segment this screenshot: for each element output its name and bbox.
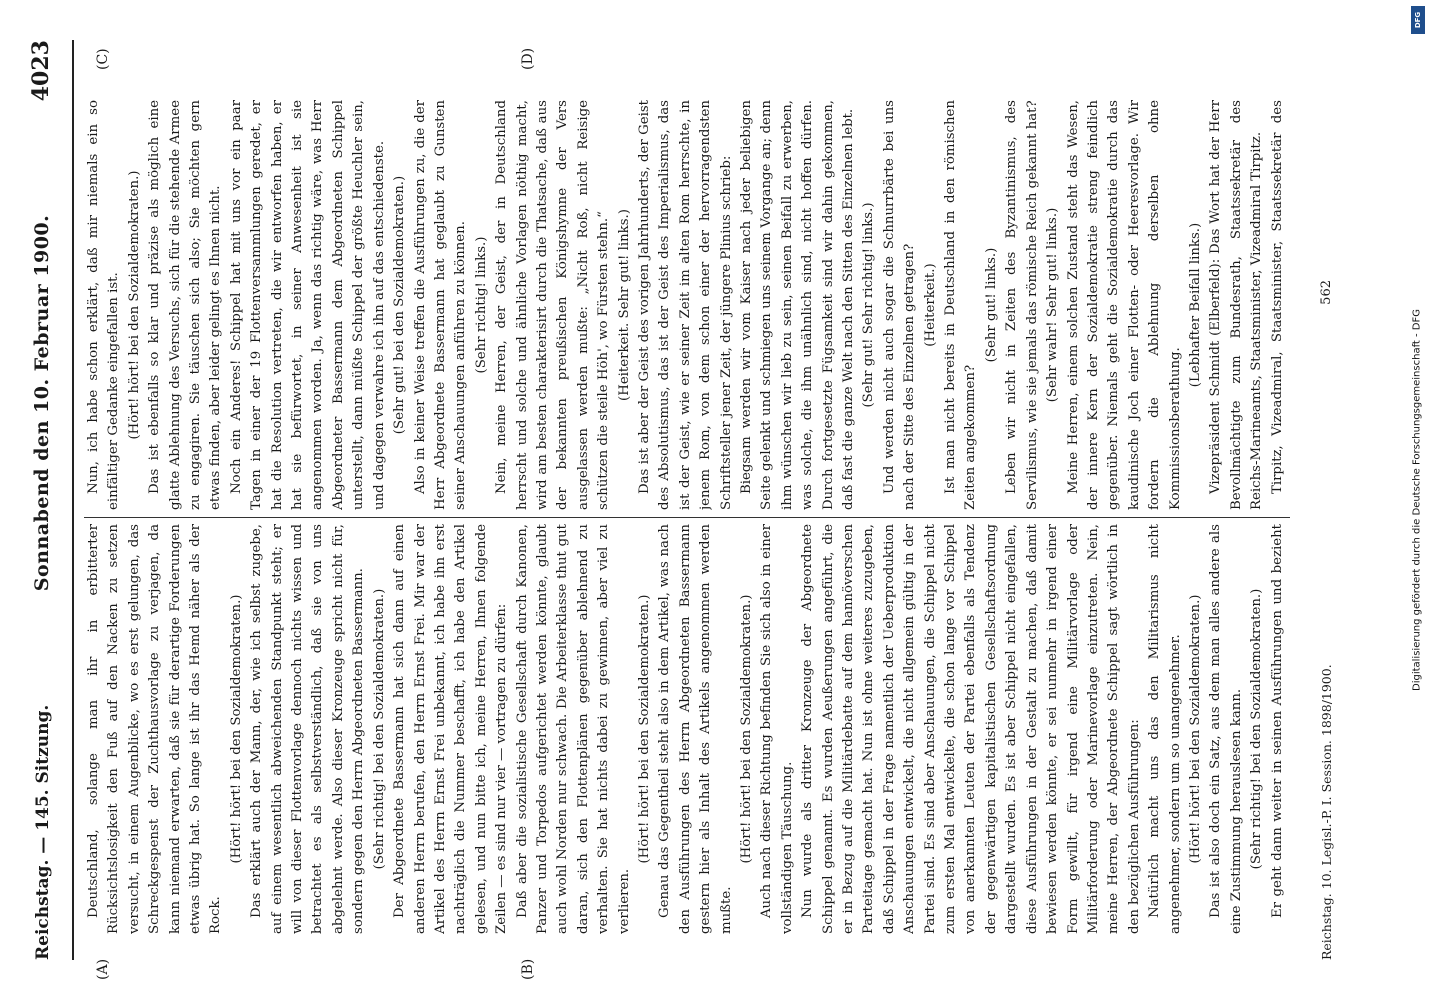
paragraph: Also in keiner Weise treffen die Ausführungen zu, die der Herr Abgeordnete Bassermann hat geglaubt zu Gunsten seiner Anschauungen anführen zu können. (412, 100, 469, 510)
paragraph: (Hört! hört! bei den Sozialdemokraten.) (739, 594, 754, 864)
paragraph: Vizepräsident Schmidt (Elberfeld): Das Wort hat der Herr Bevollmächtigte zum Bundesrath, Staatssekretär des Reichs-Marineamts, Staatsminister, Vizeadmiral Tirpitz. (1208, 100, 1265, 510)
dfg-logo: DFG (1411, 6, 1425, 34)
marker-a: (A) (95, 958, 111, 980)
paragraph: Biegsam werden wir vom Kaiser nach jeder beliebigen Seite gelenkt und schmiegen uns seinem Vorgange an; denn ihm wünschen wir lieb zu sein, seinen Beifall zu erwerben, was solche, die ihm unähnlich sind, nicht hoffen dürfen. Durch fortgesetzte Fügsamkeit sind wir dahin gekommen, daß fast die ganze Welt nach den Sitten des Einzelnen lebt. (739, 100, 857, 510)
page-header (28, 40, 68, 960)
paragraph: Ist man nicht bereits in Deutschland in den römischen Zeiten angekommen? (943, 100, 979, 510)
paragraph: (Heiterkeit.) (922, 263, 938, 347)
paragraph: (Sehr gut! links.) (983, 247, 999, 363)
paragraph: Nein, meine Herren, der Geist, der in Deutschland herrscht und solche und ähnliche Vorlagen nöthig macht, wird am besten charakterisirt durch die Thatsache, daß aus der bekannten preußischen Königshymne der Vers ausgelassen werden mußte: „Nicht Roß, nicht Reisige schützen die steile Höh', wo Fürsten stehn.“ (494, 100, 612, 510)
paragraph: Genau das Gegentheil steht also in dem Artikel, was nach den Ausführungen des Herrn Abgeordneten Bassermann gestern hier als Inhalt des Artikels angenommen werden mußte. (657, 524, 734, 934)
paragraph: Nun wurde als dritter Kronzeuge der Abgeordnete Schippel genannt. Es wurden Aeußerungen angeführt, die er in Bezug auf die Militärdebatte auf dem hannöverschen Parteitage gemacht hat. Nun ist ohne weiteres zuzugeben, daß Schippel in der Frage namentlich der Ueberproduktion Anschauungen entwickelt, die nicht allgemein gültig in der Partei sind. Es sind aber Anschauungen, die Schippel nicht zum ersten Mal entwickelte, die schon lange vor Schippel von anerkannten Leuten der Partei ebenfalls als Tendenz der gegenwärtigen kapitalistischen Gesellschaftsordnung dargestellt wurden. Es ist aber Schippel nicht eingefallen, diese Ausführungen in der Gestalt zu machen, daß damit bewiesen werden könnte, er sei nunmehr in irgend einer Form gewillt, für irgend eine Militärvorlage oder Militärforderung oder Marinevorlage einzutreten. Nein, meine Herren, der Abgeordnete Schippel sagt wörtlich in den bezüglichen Ausführungen: (800, 524, 1142, 934)
header-date: Sonnabend den 10. Februar 1900. (31, 214, 53, 592)
paragraph: Nun, ich habe schon erklärt, daß mir niemals ein so einfältiger Gedanke eingefallen ist. (86, 100, 122, 510)
paragraph: Meine Herren, einem solchen Zustand steht das Wesen, der innere Kern der Sozialdemokratie streng feindlich gegenüber. Niemals geht die Sozialdemokratie durch das kaudinische Joch einer Flotten- oder Heeresvorlage. Wir fordern die Ablehnung derselben ohne Kommissionsberathung. (1065, 100, 1183, 510)
paragraph: Das erklärt auch der Mann, der, wie ich selbst zugebe, auf einem wesentlich abweichenden Standpunkt steht; er will von dieser Flottenvorlage dennoch nichts wissen und betrachtet es als selbstverständlich, daß sie von uns abgelehnt werde. Also dieser Kronzeuge spricht nicht für, sondern gegen den Herrn Abgeordneten Bassermann. (249, 524, 367, 934)
paragraph: Daß aber die sozialistische Gesellschaft durch Kanonen, Panzer und Torpedos aufgerichtet werden könnte, glaubt auch wohl Norden nur schwach. Die Arbeiterklasse thut gut daran, sich den Flottenplänen gegenüber ablehnend zu verhalten. Sie hat nichts dabei zu gewinnen, aber viel zu verlieren. (514, 524, 632, 934)
paragraph: (Heiterkeit. Sehr gut! links.) (616, 209, 632, 401)
marker-c: (C) (95, 48, 111, 70)
digitization-note (1406, 0, 1428, 1000)
paragraph: Leben wir nicht in Zeiten des Byzantinismus, des Servilismus, wie sie jemals das römische Reich gekannt hat? (1004, 100, 1040, 510)
header-rule (72, 40, 74, 960)
paragraph: Auch nach dieser Richtung befinden Sie sich also in einer vollständigen Täuschung. (759, 524, 795, 934)
text-column-right (84, 100, 1290, 510)
header-page-number: 4023 (28, 40, 54, 102)
paragraph: (Hört! hört! bei den Sozialdemokraten.) (636, 594, 652, 864)
marker-d: (D) (520, 47, 536, 70)
header-left: Reichstag. — 145. Sitzung. (33, 704, 53, 960)
paragraph: (Sehr wahr! Sehr gut! links.) (1045, 207, 1061, 403)
paragraph: Tirpitz, Vizeadmiral, Staatsminister, Staatssekretär des (1269, 100, 1285, 495)
text-column-left (84, 524, 1290, 934)
footer-source: Reichstag. 10. Legisl.-P. I. Session. 1898/1900. (1318, 664, 1334, 960)
paragraph: Deutschland, solange man ihr in erbitterter Rücksichtslosigkeit den Fuß auf den Nacken zu setzen versucht, in einem Augenblicke, wo es erst gelungen, das Schreckgespenst der Zuchthausvorlage zu verjagen, da kann niemand erwarten, daß sie für derartige Forderungen etwas übrig hat. So lange ist ihr das Hemd näher als der Rock. (86, 524, 224, 934)
paragraph: (Sehr richtig! bei den Sozialdemokraten.) (371, 588, 387, 870)
paragraph: (Sehr gut! Sehr richtig! links.) (861, 202, 877, 408)
paragraph: (Sehr richtig! links.) (473, 236, 489, 374)
footer-page-number: 562 (1318, 280, 1334, 305)
paragraph: (Sehr gut! bei den Sozialdemokraten.) (392, 175, 408, 435)
paragraph: (Sehr richtig! bei den Sozialdemokraten.) (1249, 588, 1265, 870)
paragraph: (Lebhafter Beifall links.) (1187, 222, 1203, 388)
paragraph: Der Abgeordnete Bassermann hat sich dann auf einen anderen Herrn berufen, den Herrn Ernst Frei. Mir war der Artikel des Herrn Ernst Frei unbekannt, ich habe ihn erst nachträglich die Nummer beschafft, ich habe den Artikel gelesen, und nun bitte ich, meine Herren, Ihnen folgende Zeilen — es sind nur vier — vortragen zu dürfen: (392, 524, 510, 934)
paragraph: Noch ein Anderes! Schippel hat mit uns vor ein paar Tagen in einer der 19 Flottenversammlungen geredet, er hat die Resolution vertreten, die wir entworfen haben, er hat sie befürwortet, in seiner Anwesenheit ist sie angenommen worden. Ja, wenn das richtig wäre, was Herr Abgeordneter Bassermann dem Abgeordneten Schippel unterstellt, dann müßte Schippel der größte Heuchler sein, und dagegen verwahre ich ihn auf das entschiedenste. (228, 100, 387, 510)
paragraph: (Hört! hört! bei den Sozialdemokraten.) (126, 170, 142, 440)
marker-b: (B) (520, 958, 536, 980)
paragraph: Das ist also doch ein Satz, aus dem man alles andere als eine Zustimmung herauslesen kann. (1208, 524, 1244, 934)
page-footer (1306, 40, 1346, 960)
digitization-note-text: Digitalisierung gefördert durch die Deutsche Forschungsgemeinschaft - DFG (1411, 308, 1423, 692)
paragraph: Er geht dann weiter in seinen Ausführungen und bezieht (1269, 524, 1285, 919)
paragraph: Das ist aber der Geist des vorigen Jahrhunderts, der Geist des Absolutismus, das ist der Geist des Imperialismus, das ist der Geist, wie er seiner Zeit im alten Rom herrschte, in jenem Rom, von dem schon einer der hervorragendsten Schriftsteller jener Zeit, der jüngere Plinius schrieb: (636, 100, 734, 510)
paragraph: Und werden nicht auch sogar die Schnurrbärte bei uns nach der Sitte des Einzelnen getragen? (881, 100, 918, 510)
paragraph: (Hört! hört! bei den Sozialdemokraten.) (228, 594, 244, 864)
column-divider (84, 517, 1290, 518)
paragraph: Natürlich macht uns das den Militarismus nicht angenehmer, sondern um so unangenehmer. (1147, 524, 1183, 934)
paragraph: (Hört! hört! bei den Sozialdemokraten.) (1187, 594, 1203, 864)
paragraph: Das ist ebenfalls so klar und präzise als möglich eine glatte Ablehnung des Versuchs, sich für die stehende Armee zu engagiren. Sie täuschen sich also; Sie möchten gern etwas finden, aber leider gelingt es Ihnen nicht. (147, 100, 224, 510)
